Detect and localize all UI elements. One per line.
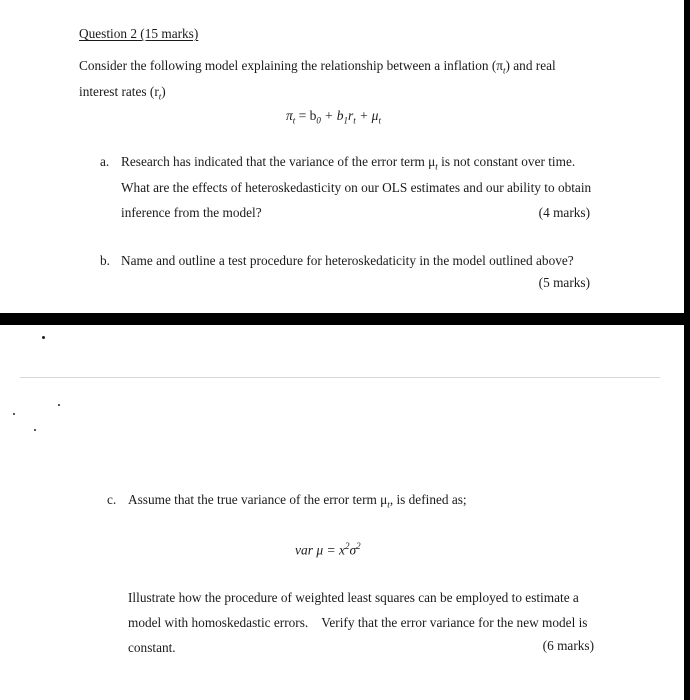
scan-speck xyxy=(13,413,15,415)
scan-faint-line xyxy=(20,377,660,378)
part-b-marks: (5 marks) xyxy=(538,275,590,290)
scan-speck xyxy=(58,404,60,406)
part-c-line4: constant. xyxy=(128,640,176,655)
part-a-line2: What are the effects of heteroskedasticity on our OLS estimates and our ability to obtain xyxy=(121,180,592,195)
part-c-marks: (6 marks) xyxy=(542,638,594,653)
part-a-line3: inference from the model? xyxy=(121,205,262,220)
part-a-line1: Research has indicated that the variance of the error term $\mu_t$ is not constant over time. xyxy=(121,154,576,172)
question-panel-bottom xyxy=(0,325,684,700)
part-c-line2: Illustrate how the procedure of weighted least squares can be employed to estimate a xyxy=(128,590,579,605)
question-intro-line1: Consider the following model explaining the relationship between a inflation $(\pi_t)$ and real xyxy=(79,58,556,76)
question-title: Question 2 (15 marks) xyxy=(79,26,199,41)
question-panel-top xyxy=(0,0,684,313)
part-c-label: c. xyxy=(107,492,117,507)
part-a-label: a. xyxy=(100,154,110,169)
part-c-line3: model with homoskedastic errors. Verify that the error variance for the new model is xyxy=(128,615,588,630)
part-b-line1: Name and outline a test procedure for heteroskedaticity in the model outlined above? xyxy=(121,253,574,268)
part-c-line1: Assume that the true variance of the error term $\mu_t$, is defined as; xyxy=(128,492,467,510)
part-b-label: b. xyxy=(100,253,110,268)
variance-equation: var $\mu = x^2\sigma^2$ xyxy=(295,541,361,558)
model-equation: $\pi_t = b_0 + b_1r_t + \mu_t$ xyxy=(286,108,381,126)
question-intro-line2: interest rates $(r_t)$ xyxy=(79,84,166,102)
part-a-marks: (4 marks) xyxy=(538,205,590,220)
scan-speck xyxy=(42,336,45,339)
scan-speck xyxy=(34,429,36,431)
